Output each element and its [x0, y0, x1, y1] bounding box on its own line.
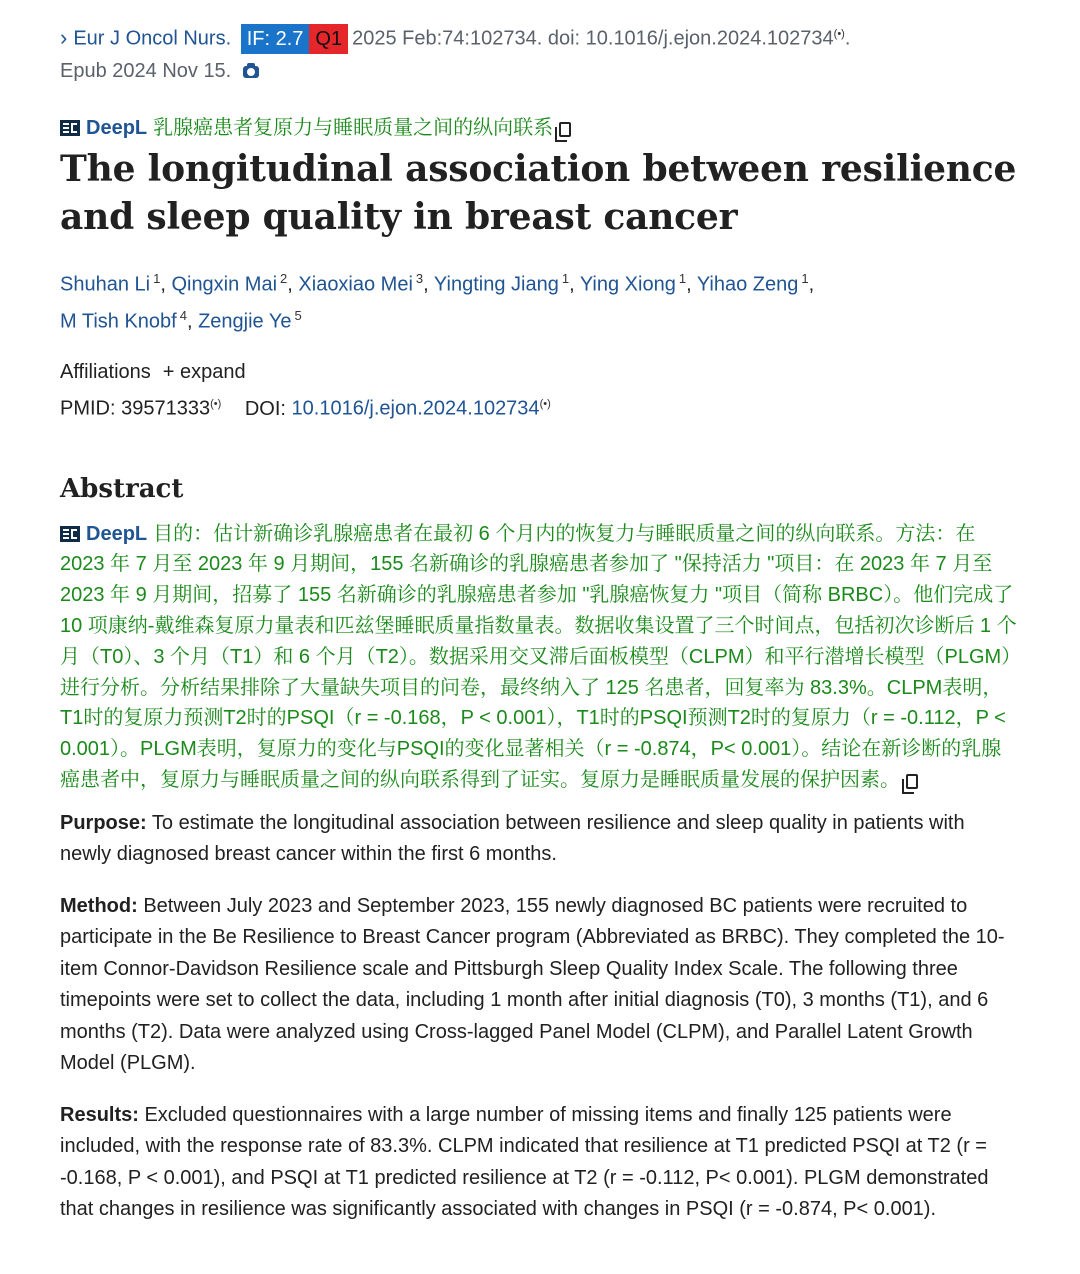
- page-title: The longitudinal association between resilience and sleep quality in breast cancer: [60, 147, 1017, 238]
- author-list: Shuhan Li $^1$, Qingxin Mai $^2$, Xiaoxiao Mei $^3$, Yingting Jiang $^1$, Ying Xiong $^1$, Yihao Zeng $^1$, M Tish Knobf $^4$, Zengjie Ye $^5$: [60, 270, 815, 333]
- translated-title: 乳腺癌患者复原力与睡眠质量之间的纵向联系: [153, 116, 554, 139]
- translated-abstract: 目的：估计新确诊乳腺癌患者在最初 6 个月内的恢复力与睡眠质量之间的纵向联系。方法：在 2023 年 7 月至 2023 年 9 月期间，155 名新确诊的乳腺癌患者参加了 "保持活力 "项目：在 2023 年 7 月至 2023 年 9 月期间，招募了 155 名新确诊的乳腺癌患者参加 "乳腺癌恢复力 "项目（简称 BRBC）。他们完成了 10 项康纳-戴维森复原力量表和匹兹堡睡眠质量指数量表。数据收集设置了三个时间点，包括初次诊断后 1 个月（T0）、3 个月（T1）和 6 个月（T2）。数据采用交叉滞后面板模型（CLPM）和平行潜增长模型（PLGM）进行分析。分析结果排除了大量缺失项目的问卷，最终纳入了 125 名患者，回复率为 83.3%。CLPM表明，T1时的复原力预测T2时的PSQI（r = -0.168，P < 0.001），T1时的PSQI预测T2时的复原力（r = -0.112，P < 0.001）。PLGM表明，复原力的变化与PSQI的变化显著相关（r = -0.874，P< 0.001）。结论在新诊断的乳腺癌患者中，复原力与睡眠质量之间的纵向联系得到了证实。复原力是睡眠质量发展的保护因素。: [60, 522, 1017, 791]
- copy-icon[interactable]: [906, 774, 918, 789]
- expand-button[interactable]: + expand: [162, 360, 246, 383]
- author-link[interactable]: Yihao Zeng: [696, 273, 799, 296]
- affiliations-label: Affiliations: [60, 360, 151, 383]
- deepl-label: DeepL: [86, 116, 148, 139]
- author-link[interactable]: Yingting Jiang: [433, 273, 559, 296]
- doi-link[interactable]: 10.1016/j.ejon.2024.102734: [291, 397, 540, 420]
- abstract-purpose: Purpose: To estimate the longitudinal association between resilience and sleep quality in patients with newly diagnosed breast cancer within the first 6 months.: [60, 811, 965, 866]
- signal-icon[interactable]: (•): [539, 397, 551, 410]
- copy-icon[interactable]: [559, 122, 571, 137]
- deepl-label: DeepL: [86, 522, 148, 545]
- citation: › Eur J Oncol Nurs. IF: 2.7 Q1 2025 Feb:74:102734. doi: 10.1016/j.ejon.2024.102734(•). Epub 2024 Nov 15.: [60, 18, 1020, 87]
- citation-date-doi: 2025 Feb:74:102734. doi: 10.1016/j.ejon.2024.102734: [352, 27, 834, 50]
- quartile-badge: Q1: [309, 24, 348, 54]
- abstract-heading: Abstract: [60, 473, 184, 504]
- identifiers: PMID: 39571333(•) DOI: 10.1016/j.ejon.2024.102734(•): [60, 397, 551, 420]
- abstract-method: Method: Between July 2023 and September 2023, 155 newly diagnosed BC patients were recruited to participate in the Be Resilience to Breast Cancer program (Abbreviated as BRBC). They completed the 10-item Connor-Davidson Resilience scale and Pittsburgh Sleep Quality Index Scale. The following three timepoints were set to collect the data, including 1 month after initial diagnosis (T0), 3 months (T1), and 6 months (T2). Data were analyzed using Cross-lagged Panel Model (CLPM), and Parallel Latent Growth Model (PLGM).: [60, 894, 1005, 1075]
- camera-icon[interactable]: [243, 66, 259, 78]
- author-link[interactable]: Xiaoxiao Mei: [298, 273, 413, 296]
- signal-icon[interactable]: (•): [210, 397, 222, 410]
- pmid-value: 39571333: [121, 397, 211, 420]
- chevron-right-icon[interactable]: ›: [60, 24, 68, 50]
- journal-link[interactable]: Eur J Oncol Nurs.: [73, 27, 232, 50]
- author-link[interactable]: Ying Xiong: [579, 273, 676, 296]
- author-link[interactable]: Qingxin Mai: [171, 273, 278, 296]
- deepl-title-translation: [60, 113, 1020, 143]
- deepl-logo-icon: [60, 120, 80, 136]
- epub-date: Epub 2024 Nov 15.: [60, 59, 232, 82]
- affiliations-toggle[interactable]: [60, 356, 1020, 388]
- signal-icon[interactable]: (•): [833, 28, 845, 40]
- impact-factor-badge: IF: 2.7: [241, 24, 310, 54]
- deepl-logo-icon: [60, 526, 80, 542]
- author-link[interactable]: Shuhan Li: [60, 273, 151, 296]
- author-link[interactable]: M Tish Knobf: [60, 310, 177, 333]
- author-link[interactable]: Zengjie Ye: [198, 310, 292, 333]
- abstract-results: Results: Excluded questionnaires with a large number of missing items and finally 125 patients were included, with the response rate of 83.3%. CLPM indicated that resilience at T1 predicted PSQI at T2 (r = -0.168, P < 0.001), and PSQI at T1 predicted resilience at T2 (r = -0.112, P< 0.001). PLGM demonstrated that changes in resilience was significantly associated with changes in PSQI (r = -0.874, P< 0.001).: [60, 1103, 989, 1221]
- deepl-abstract-translation: [60, 519, 1020, 796]
